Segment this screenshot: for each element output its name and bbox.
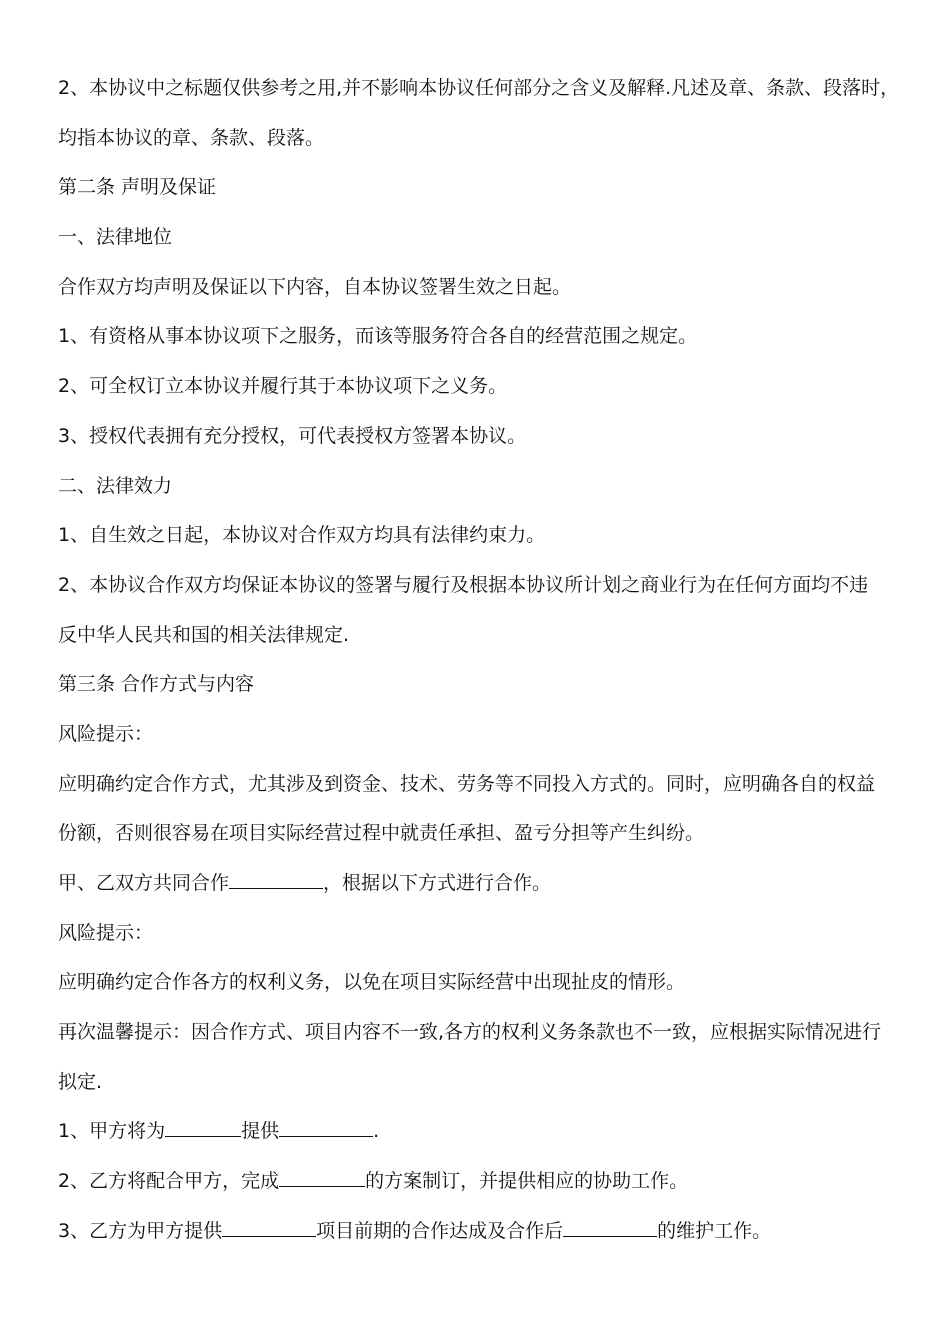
content-item-3-c: 的维护工作。 bbox=[657, 1219, 772, 1242]
risk-tip-label-2: 风险提示： bbox=[58, 921, 154, 944]
risk-tip-text-2: 应明确约定合作各方的权利义务，以免在项目实际经营中出现扯皮的情形。 bbox=[58, 971, 686, 994]
legal-status-item-3: 3、授权代表拥有充分授权，可代表授权方签署本协议。 bbox=[58, 424, 527, 447]
cooperation-blank[interactable] bbox=[229, 866, 323, 889]
content-item-3-b: 项目前期的合作达成及合作后 bbox=[316, 1219, 564, 1242]
reminder-text-line2: 拟定. bbox=[58, 1070, 103, 1093]
document-page bbox=[58, 70, 908, 1263]
section-legal-effect-heading: 二、法律效力 bbox=[58, 474, 173, 497]
legal-effect-item-2-line2: 反中华人民共和国的相关法律规定. bbox=[58, 623, 350, 646]
content-item-2-blank[interactable] bbox=[279, 1164, 365, 1187]
legal-effect-item-1: 1、自生效之日起，本协议对合作双方均具有法律约束力。 bbox=[58, 524, 546, 547]
cooperation-statement-after: ，根据以下方式进行合作。 bbox=[323, 872, 552, 894]
cooperation-statement-before: 甲、乙双方共同合作 bbox=[58, 872, 230, 894]
clause-2-headings-line1: 2、本协议中之标题仅供参考之用,并不影响本协议任何部分之含义及解释.凡述及章、条款、段落时， bbox=[58, 77, 900, 99]
risk-tip-text-1-line1: 应明确约定合作方式，尤其涉及到资金、技术、劳务等不同投入方式的。同时，应明确各自的权益 bbox=[58, 772, 876, 795]
legal-status-item-2: 2、可全权订立本协议并履行其于本协议项下之义务。 bbox=[58, 375, 508, 398]
article-2-heading: 第二条 声明及保证 bbox=[58, 176, 217, 199]
section-legal-status-heading: 一、法律地位 bbox=[58, 226, 173, 249]
content-item-3 bbox=[58, 1213, 908, 1263]
content-item-2 bbox=[58, 1163, 908, 1213]
content-item-3-blank-2[interactable] bbox=[563, 1214, 657, 1237]
content-item-2-b: 的方案制订，并提供相应的协助工作。 bbox=[365, 1170, 689, 1193]
risk-tip-label-1: 风险提示： bbox=[58, 722, 154, 745]
legal-status-intro: 合作双方均声明及保证以下内容，自本协议签署生效之日起。 bbox=[58, 275, 572, 298]
content-item-1-b: 提供 bbox=[241, 1120, 280, 1143]
clause-2-headings-line2: 均指本协议的章、条款、段落。 bbox=[58, 126, 325, 149]
legal-status-item-1: 1、有资格从事本协议项下之服务，而该等服务符合各自的经营范围之规定。 bbox=[58, 325, 698, 348]
legal-effect-item-2-line1: 2、本协议合作双方均保证本协议的签署与履行及根据本协议所计划之商业行为在任何方面均不违 bbox=[58, 573, 869, 596]
content-item-1-blank-1[interactable] bbox=[165, 1114, 241, 1137]
content-item-1-a: 1、甲方将为 bbox=[58, 1120, 166, 1143]
content-item-3-a: 3、乙方为甲方提供 bbox=[58, 1219, 223, 1242]
cooperation-statement bbox=[58, 865, 908, 915]
content-item-1 bbox=[58, 1113, 908, 1163]
reminder-text-line1: 再次温馨提示：因合作方式、项目内容不一致,各方的权利义务条款也不一致，应根据实际情况进行 bbox=[58, 1021, 882, 1044]
content-item-2-a: 2、乙方将配合甲方，完成 bbox=[58, 1170, 280, 1193]
risk-tip-text-1-line2: 份额，否则很容易在项目实际经营过程中就责任承担、盈亏分担等产生纠纷。 bbox=[58, 822, 705, 845]
content-item-1-blank-2[interactable] bbox=[279, 1114, 373, 1137]
article-3-heading: 第三条 合作方式与内容 bbox=[58, 673, 255, 696]
content-item-3-blank-1[interactable] bbox=[222, 1214, 316, 1237]
content-item-1-c: . bbox=[373, 1120, 380, 1143]
